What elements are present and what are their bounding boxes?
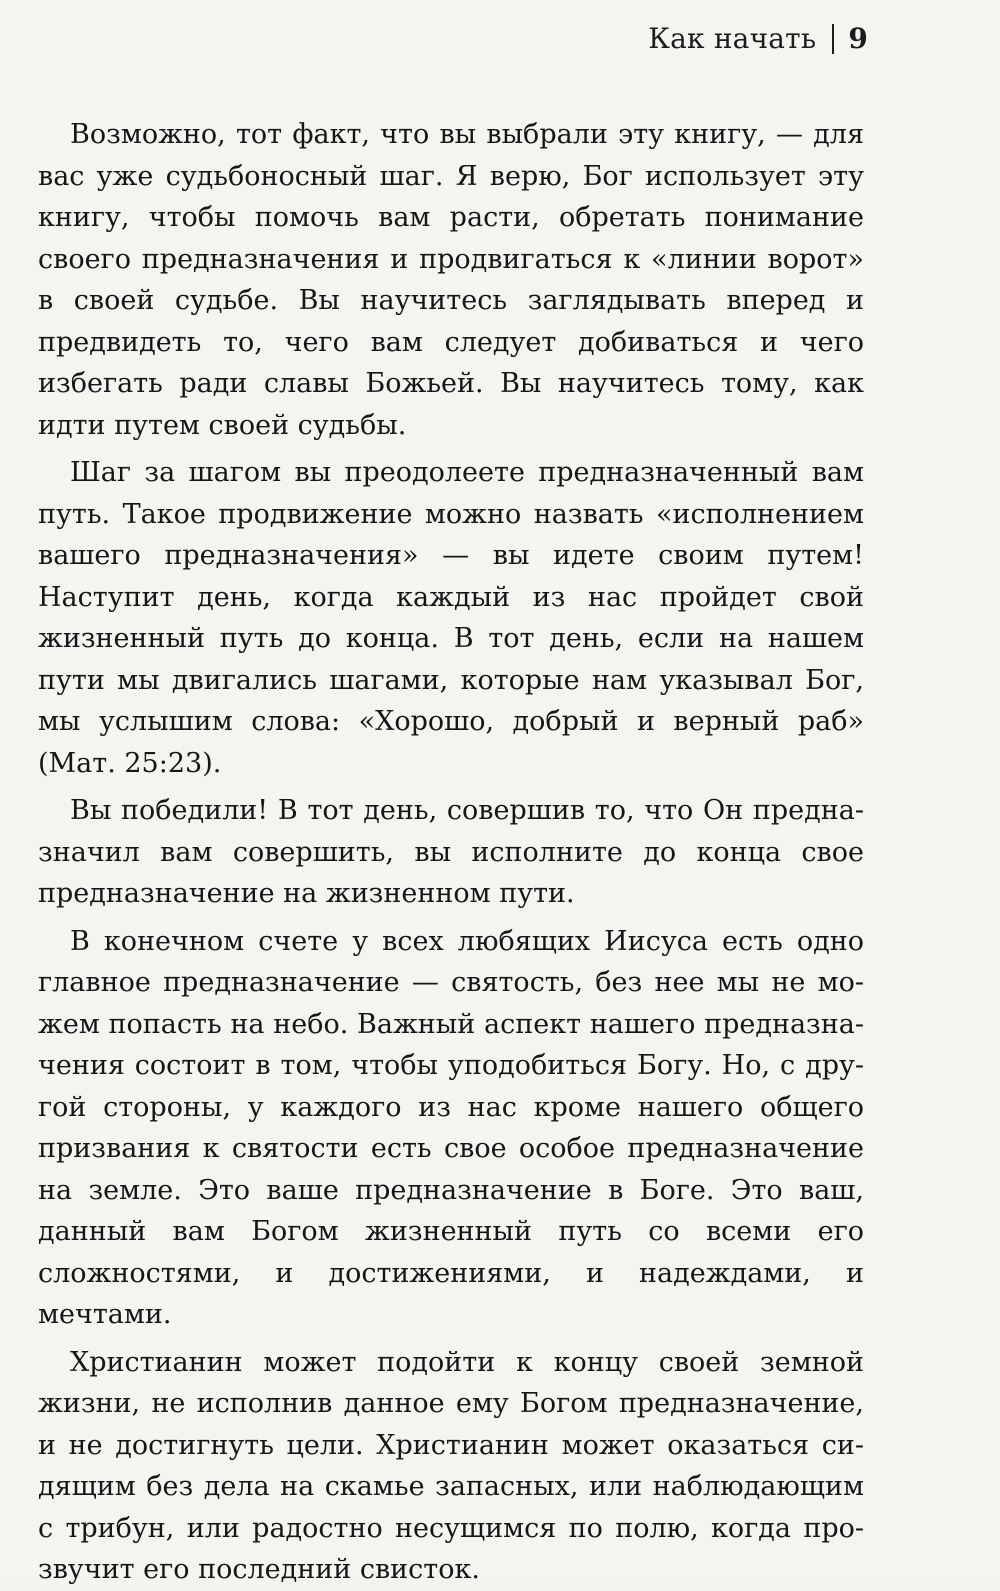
paragraph-5: Христианин может подойти к концу своей земной жизни, не исполнив данное ему Богом предназначение, и не достигнуть цели. Христианин может оказаться сидящим без дела на скамье запасных, или наблюдающим с трибун, или радостно несущимся по полю, когда прозвучит его последний свисток. [38, 1346, 864, 1585]
paragraph-4: В конечном счете у всех любящих Иисуса есть одно главное предназначение — святость, без нее мы не можем попасть на небо. Важный аспект нашего предназначения состоит в том, чтобы уподобиться Богу. Но, с другой стороны, у каждого из нас кроме нашего общего призвания к святости есть свое особое предназначение на земле. Это ваше предназначение в Боге. Это ваш, данный вам Богом жизненный путь со всеми его сложностями, и достижениями, и надеждами, и мечтами. [38, 925, 864, 1330]
paragraph-2: Шаг за шагом вы преодолеете предназначенный вам путь. Такое продвижение можно назвать «исполнением вашего предназначения» — вы идете своим путем! Наступит день, когда каждый из нас пройдет свой жизненный путь до конца. В тот день, если на нашем пути мы двигались шагами, которые нам указывал Бог, мы услышим слова: «Хорошо, добрый и верный раб» (Мат. 25:23). [38, 457, 864, 779]
paragraph-3: Вы победили! В тот день, совершив то, что Он предназначил вам совершить, вы исполните до конца свое предназначение на жизненном пути. [38, 795, 864, 909]
running-header [648, 22, 868, 55]
page-number: 9 [848, 22, 868, 55]
chapter-title: Как начать [648, 22, 817, 55]
body-text [38, 114, 864, 1591]
paragraph-1: Возможно, тот факт, что вы выбрали эту книгу, — для вас уже судьбоносный шаг. Я верю, Бог использует эту книгу, чтобы помочь вам расти, обретать понимание своего предназначения и продвигаться к «линии ворот» в своей судьбе. Вы научитесь заглядывать вперед и предвидеть то, чего вам следует добиваться и чего избегать ради славы Божьей. Вы научитесь тому, как идти путем своей судьбы. [38, 119, 864, 441]
header-separator [832, 24, 834, 54]
